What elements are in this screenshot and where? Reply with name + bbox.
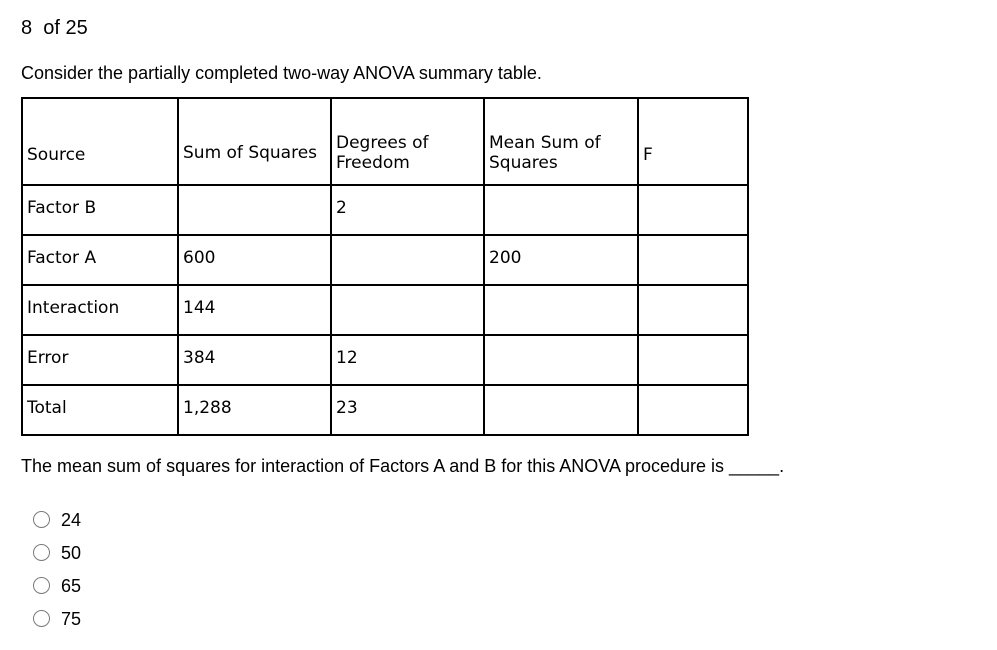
cell-ss [178, 285, 331, 335]
answer-option-label: 50 [61, 542, 82, 563]
cell-source [22, 385, 178, 435]
cell-ss [178, 235, 331, 285]
answer-option[interactable] [33, 602, 81, 635]
cell-ss [178, 335, 331, 385]
cell-source [22, 185, 178, 235]
cell-source-text: Factor A [27, 248, 97, 268]
answer-option[interactable] [33, 536, 81, 569]
cell-ss [178, 385, 331, 435]
cell-df [331, 335, 484, 385]
header-ss-line1: Sum of [183, 142, 243, 163]
question-text: The mean sum of squares for interaction of Factors A and B for this ANOVA procedure is _____. [21, 456, 785, 476]
cell-ss-text: 144 [183, 298, 216, 318]
table-row [22, 385, 748, 435]
cell-df-text: 2 [336, 198, 347, 218]
radio-button[interactable] [33, 544, 50, 561]
cell-ms [484, 235, 638, 285]
answer-option-label: 65 [61, 575, 82, 596]
cell-f [638, 285, 748, 335]
table-row [22, 285, 748, 335]
cell-ms [484, 185, 638, 235]
answer-option[interactable] [33, 503, 81, 536]
header-f [638, 98, 748, 185]
table-row [22, 185, 748, 235]
cell-f [638, 335, 748, 385]
cell-ms [484, 285, 638, 335]
question-prompt: Consider the partially completed two-way ANOVA summary table. [21, 63, 542, 83]
header-ss-line2: Squares [248, 142, 318, 163]
cell-source [22, 285, 178, 335]
cell-df [331, 285, 484, 335]
answer-choices [33, 503, 81, 635]
table-row [22, 335, 748, 385]
cell-ss-text: 384 [183, 348, 216, 368]
cell-f [638, 385, 748, 435]
cell-ss [178, 185, 331, 235]
header-source [22, 98, 178, 185]
header-mean-sum-of-squares [484, 98, 638, 185]
header-df-label [336, 133, 483, 173]
cell-df-text: 23 [336, 398, 358, 418]
header-ms-line1: Mean Sum [489, 132, 579, 153]
table-row [22, 235, 748, 285]
header-f-label: F [643, 144, 653, 165]
cell-source-text: Factor B [27, 198, 97, 218]
answer-option[interactable] [33, 569, 81, 602]
cell-source-text: Total [27, 398, 67, 418]
cell-source-text: Interaction [27, 298, 120, 318]
question-counter: 8 of 25 [21, 17, 88, 39]
cell-df [331, 235, 484, 285]
header-df-line1: Degrees of [336, 132, 429, 153]
header-sum-of-squares-label [183, 143, 330, 163]
cell-f [638, 235, 748, 285]
cell-df [331, 185, 484, 235]
cell-df-text: 12 [336, 348, 358, 368]
cell-f [638, 185, 748, 235]
header-ms-label [489, 133, 637, 173]
answer-option-label: 75 [61, 608, 82, 629]
cell-ms-text: 200 [489, 248, 522, 268]
header-degrees-of-freedom [331, 98, 484, 185]
cell-ms [484, 385, 638, 435]
cell-ss-text: 600 [183, 248, 216, 268]
anova-table [21, 97, 749, 436]
radio-button[interactable] [33, 511, 50, 528]
header-ms-line2: of Squares [489, 132, 601, 173]
table-header-row [22, 98, 748, 185]
header-source-label: Source [27, 144, 86, 165]
header-df-line2: Freedom [336, 152, 410, 173]
radio-button[interactable] [33, 610, 50, 627]
answer-option-label: 24 [61, 509, 82, 530]
header-sum-of-squares [178, 98, 331, 185]
cell-source [22, 235, 178, 285]
cell-ms [484, 335, 638, 385]
cell-source [22, 335, 178, 385]
radio-button[interactable] [33, 577, 50, 594]
cell-source-text: Error [27, 348, 69, 368]
cell-ss-text: 1,288 [183, 398, 232, 418]
cell-df [331, 385, 484, 435]
